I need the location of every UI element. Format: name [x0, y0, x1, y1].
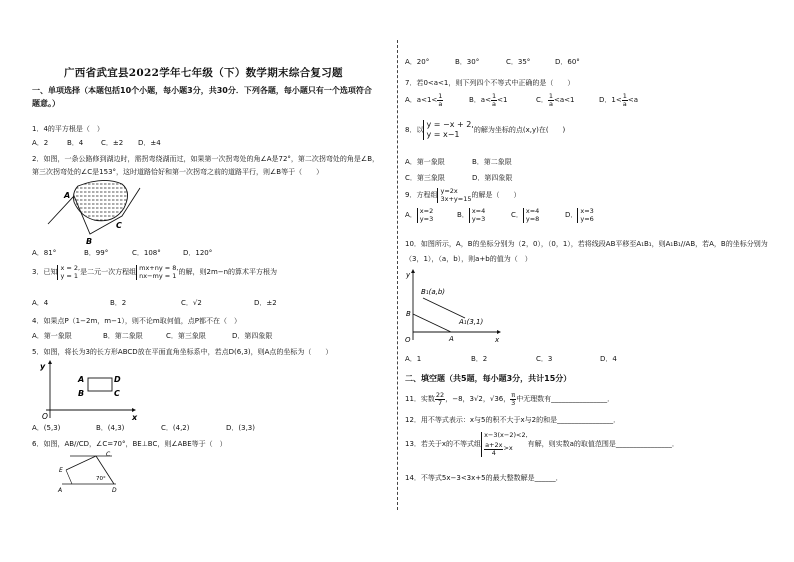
q6-option-b: B．30° — [455, 58, 480, 66]
q9-option-d: D． x=3 y=6 — [565, 207, 594, 223]
q5-option-c: C．(4,2) — [161, 424, 190, 432]
svg-text:D: D — [114, 375, 121, 384]
section-heading-choice: 一、单项选择（本题包括10个小题，每小题3分，共30分．下列各题，每小题只有一个选项符合 题意。） — [32, 86, 372, 108]
q1-option-a: A．2 — [32, 139, 49, 147]
q5-option-d: D．(3,3) — [226, 424, 255, 432]
q7-option-a: A．a<1< $\frac{1}{a}$ — [405, 92, 443, 108]
column-divider — [397, 40, 398, 510]
q1-option-c: C．±2 — [101, 139, 124, 147]
question-4: 4．如果点P（1−2m，m−1），则不论m取何值，点P都不在（ ） — [32, 317, 241, 325]
point-b-label: B — [86, 237, 93, 246]
q9-option-b: B． x=4 y=3 — [457, 207, 486, 223]
q3-equation-system: mx+ny = 8, nx−my = 1 — [136, 265, 178, 280]
q10-option-b: B．2 — [471, 355, 488, 363]
svg-text:O: O — [405, 336, 411, 344]
q4-option-c: C．第三象限 — [166, 332, 206, 340]
q1-option-d: D．±4 — [138, 139, 161, 147]
question-9: 9．方程组 y=2x 3x+y=15 的解是（ ） — [405, 187, 521, 203]
q2-option-b: B．99° — [84, 249, 109, 257]
question-8: 8．以 y = −x + 2, y = x−1 的解为坐标的点(x,y)在( ) — [405, 120, 566, 139]
question-11: 11．实数 $\frac{22}{7}$ ，−8，3√2，√36， $\frac{\pi}{3}$ 中无理数有________________． — [405, 391, 615, 407]
question-5: 5．如图，将长为3的长方形ABCD放在平面直角坐标系中，若点D(6,3)，则A点的坐标为（ ） — [32, 348, 333, 356]
svg-text:O: O — [42, 412, 48, 421]
svg-text:A: A — [449, 335, 454, 343]
q3-option-b: B．2 — [110, 299, 127, 307]
q9-option-a: A． x=2 y=3 — [405, 207, 434, 223]
svg-text:B: B — [78, 389, 85, 398]
q9-options — [405, 208, 785, 230]
svg-text:C: C — [114, 389, 120, 398]
q6-option-a: A．20° — [405, 58, 430, 66]
q8-option-a: A．第一象限 — [405, 158, 445, 166]
q6-option-d: D．60° — [555, 58, 580, 66]
q8-option-d: D．第四象限 — [472, 174, 513, 182]
svg-text:A: A — [78, 375, 85, 384]
lake-road-figure — [44, 178, 144, 246]
svg-text:B₁(a,b): B₁(a,b) — [421, 288, 446, 296]
q1-option-b: B．4 — [67, 139, 84, 147]
q4-option-a: A．第一象限 — [32, 332, 72, 340]
question-7: 7．若0<a<1，则下列四个不等式中正确的是（ ） — [405, 79, 575, 87]
svg-text:x: x — [495, 336, 500, 344]
q7-option-b: B．a< $\frac{1}{a}$ <1 — [469, 92, 508, 108]
point-a-label: A — [64, 191, 71, 200]
q8-equation-system: y = −x + 2, y = x−1 — [423, 120, 473, 140]
q8-option-b: B．第二象限 — [472, 158, 512, 166]
q9-option-c: C． x=4 y=8 — [511, 207, 540, 223]
svg-text:y: y — [40, 362, 46, 371]
q13-inequality-system: x−3(x−2)<2, $\frac{a+2x}{4}$ >x — [481, 432, 528, 457]
q7-option-c: C． $\frac{1}{a}$ <a<1 — [536, 92, 575, 108]
svg-text:B: B — [406, 310, 411, 318]
q3-option-d: D．±2 — [254, 299, 277, 307]
q4-option-d: D．第四象限 — [232, 332, 273, 340]
svg-text:x: x — [132, 413, 138, 422]
rectangle-coordinate-figure — [36, 360, 140, 422]
question-13: 13．若关于x的不等式组 x−3(x−2)<2, $\frac{a+2x}{4}$ >x 有解，则实数a的取值范围是________________． — [405, 431, 679, 457]
q5-option-b: B．(4,3) — [96, 424, 125, 432]
svg-text:A₁(3,1): A₁(3,1) — [459, 318, 484, 326]
q10-option-d: D．4 — [600, 355, 617, 363]
question-14: 14．不等式5x−3<3x+5的最大整数解是______． — [405, 474, 563, 482]
svg-text:E: E — [59, 467, 63, 474]
q5-option-a: A．(5,3) — [32, 424, 61, 432]
point-c-label: C — [116, 221, 122, 230]
q2-option-c: C．108° — [132, 249, 161, 257]
question-2: 2．如图，一条公路修到湖边时，需拐弯绕湖而过，如果第一次拐弯处的角∠A是72°，第二次拐弯处的角是∠B， 第三次拐弯处的∠C是153°，这时道路恰好和第一次拐弯之前的道路平行，则∠B等于（ ） — [32, 155, 380, 176]
q3-option-a: A．4 — [32, 299, 49, 307]
q2-option-d: D．120° — [183, 249, 213, 257]
svg-text:y: y — [406, 271, 411, 279]
question-3: 3．已知 x = 2, y = 1 是二元一次方程组 mx+ny = 8, nx−my = 1 的解，则2m−n的算术平方根为 — [32, 264, 278, 280]
question-6: 6．如图，AB//CD，∠C=70°，BE⊥BC，则∠ABE等于（ ） — [32, 440, 227, 448]
q10-option-c: C．3 — [536, 355, 553, 363]
svg-text:C: C — [106, 451, 111, 458]
q4-option-b: B．第二象限 — [103, 332, 143, 340]
q3-option-c: C．√2 — [181, 299, 202, 307]
svg-text:D: D — [112, 487, 117, 494]
q7-option-d: D．1< $\frac{1}{a}$ <a — [599, 92, 639, 108]
svg-text:70°: 70° — [96, 476, 106, 482]
question-12: 12．用不等式表示：x与5的积不大于x与2的和是________________． — [405, 416, 621, 424]
svg-text:A: A — [58, 487, 63, 494]
q2-option-a: A．81° — [32, 249, 57, 257]
page-title: 广西省武宜县2022学年七年级（下）数学期末综合复习题 — [64, 67, 343, 79]
question-10: 10．如图所示，A，B的坐标分别为（2，0），（0，1），若将线段AB平移至A₁B₁，则A₁B₁//AB，若A，B的坐标分别为 （3，1），（a，b），则a+b的值为（ ） — [405, 240, 768, 263]
q7-options — [405, 93, 785, 115]
translation-figure — [403, 268, 503, 344]
q6-option-c: C．35° — [506, 58, 531, 66]
section-heading-fill: 二、填空题（共5题，每小题3分，共计15分） — [405, 374, 572, 383]
q10-option-a: A．1 — [405, 355, 422, 363]
q9-equation-system: y=2x 3x+y=15 — [437, 188, 471, 203]
question-1: 1．4的平方根是（ ） — [32, 125, 104, 133]
q8-option-c: C．第三象限 — [405, 174, 445, 182]
parallel-lines-figure — [56, 450, 120, 494]
q3-solution-system: x = 2, y = 1 — [57, 265, 80, 280]
rectangle-abcd — [88, 378, 112, 391]
